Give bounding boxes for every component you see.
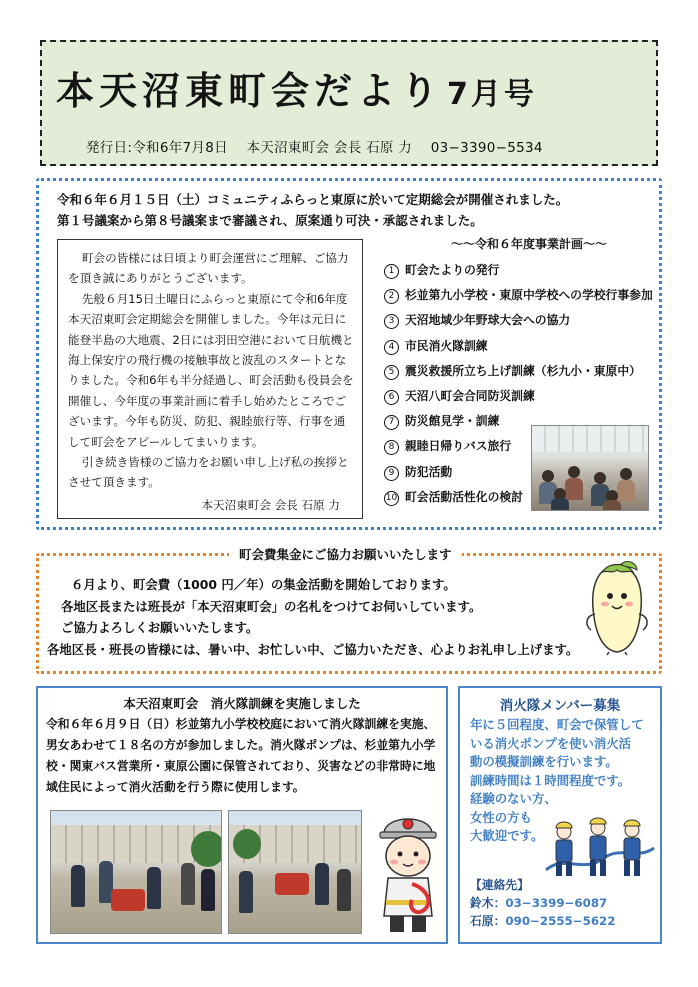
letter-paragraph: 引き続き皆様のご協力をお願い申し上げ私の挨拶とさせて頂きます。 [68,455,349,490]
drill-body: 令和６年６月９日（日）杉並第九小学校校庭において消火隊訓練を実施、男女あわせて１８名の方が参加しました。消火隊ポンプは、杉並第九小学校・関東バス営業所・東原公園に保管されており、災害などの非常時に地域住民によって消火活動を行う際に使用します。 [46,717,436,794]
meeting-lead-line: 第１号議案から第８号議案まで審議され、原案通り可決・承認されました。 [57,213,483,228]
contact-number: 03−3399−6087 [505,896,608,910]
recruit-line: いる消火ポンプを使い消火活 [470,735,632,751]
plan-item-text: 天沼八町会合同防災訓練 [405,388,535,403]
plan-item [384,334,664,359]
recruit-line: 女性の方も [470,809,532,825]
plan-item [384,258,664,283]
plan-item-number: 6 [384,390,399,405]
plan-item-number: 7 [384,415,399,430]
general-meeting-section [36,178,662,530]
recruit-line: 経験のない方、 [470,791,557,806]
letter-paragraph: 町会の皆様には日頃より町会運営にご理解、ご協力を頂き誠にありがとうございます。 [68,251,349,286]
recruit-line: 動の模擬訓練を行います。 [470,754,618,769]
plan-item-number: 1 [384,264,399,279]
letter-signature: 本天沼東町会 会長 石原 力 [201,497,340,512]
plan-item-number: 8 [384,440,399,455]
fee-line: ６月より、町会費（1000 円／年）の集金活動を開始しております。 [71,577,456,592]
plan-item-text: 防災館見学・訓練 [405,414,500,429]
plan-item-number: 10 [384,491,399,506]
contact-entry [470,894,615,912]
letter-paragraph: 先般６月15日土曜日にふらっと東原にて令和6年度本天沼東町会定期総会を開催しました。今年は元日に能登半島の大地震、2日には羽田空港において日航機と海上保安庁の飛行機の接触事故と波乱のスタートとなりました。令和6年も半分経過し、町会活動も役員会を開催し、今年度の事業計画に着手し始めたところでございます。今年も防災、防犯、親睦旅行等、行事を通して町会をアピールしてまいります。 [68,291,354,449]
contact-name: 石原： [470,914,506,928]
firefighter-character-icon [372,804,444,936]
newsletter-title [56,60,537,115]
publisher: 本天沼東町会 会長 石原 力 [246,140,413,156]
publication-date: 発行日:令和6年7月8日 [86,140,228,156]
fire-drill-section [36,686,448,944]
drill-photo-1 [50,810,222,934]
fee-line: 各地区長・班長の皆様には、暑い中、お忙しい中、ご協力いただき、心よりお礼申し上げます。 [47,641,579,657]
plan-item [384,359,664,384]
plan-item-number: 2 [384,289,399,304]
contact-entry [470,912,615,930]
drill-photo-2 [228,810,362,934]
mascot-character-icon [577,560,657,656]
fee-line: ご協力よろしくお願いいたします。 [61,620,259,635]
recruit-contact [470,876,615,930]
fee-line: 各地区長または班長が「本天沼東町会」の名札をつけてお伺いしています。 [61,598,482,614]
plan-item [384,283,664,308]
plan-item-text: 親睦日帰りバス旅行 [405,439,512,454]
recruit-line: 大歓迎です。 [470,828,544,843]
plan-item-number: 5 [384,365,399,380]
plan-item-text: 市民消火隊訓練 [405,338,488,353]
newsletter-header [40,40,658,166]
contact-number: 090−2555−5622 [505,914,616,928]
business-plan-title: 〜〜令和６年度事業計画〜〜 [450,237,607,251]
plan-item-text: 震災救援所立ち上げ訓練（杉九小・東原中） [405,363,641,378]
plan-item-text: 杉並第九小学校・東原中学校への学校行事参加 [405,288,653,303]
recruit-heading: 消火隊メンバー募集 [499,698,621,714]
plan-item [384,308,664,333]
plan-item-text: 天沼地域少年野球大会への協力 [405,313,571,328]
recruitment-section [458,686,662,944]
issue-label: 7月号 [447,77,537,112]
fee-heading: 町会費集金にご協力お願いいたします [229,545,462,563]
meeting-lead [57,189,568,231]
plan-item-text: 町会活動活性化の検討 [405,489,523,504]
publication-info [86,136,557,156]
contact-label: 【連絡先】 [470,878,529,892]
contact-name: 鈴木： [470,896,506,910]
plan-item [384,384,664,409]
plan-item-text: 防犯活動 [405,464,453,479]
fee-body [47,574,578,660]
recruit-line: 訓練時間は１時間程度です。 [470,772,631,788]
plan-item-number: 9 [384,466,399,481]
drill-heading: 本天沼東町会 消火隊訓練を実施しました [123,696,361,711]
membership-fee-section [36,547,662,674]
chairman-letter [57,239,363,519]
recruit-line: 年に５回程度、町会で保管して [470,717,644,732]
contact-phone: 03−3390−5534 [430,140,543,156]
plan-item-number: 3 [384,314,399,329]
plan-item-text: 町会たよりの発行 [405,263,500,277]
plan-item-number: 4 [384,340,399,355]
fire-crew-illustration-icon [544,814,656,880]
title-text: 本天沼東町会だより [56,69,444,113]
meeting-photo [531,425,649,511]
meeting-lead-line: 令和６年６月１５日（土）コミュニティふらっと東原に於いて定期総会が開催されました。 [57,192,569,207]
